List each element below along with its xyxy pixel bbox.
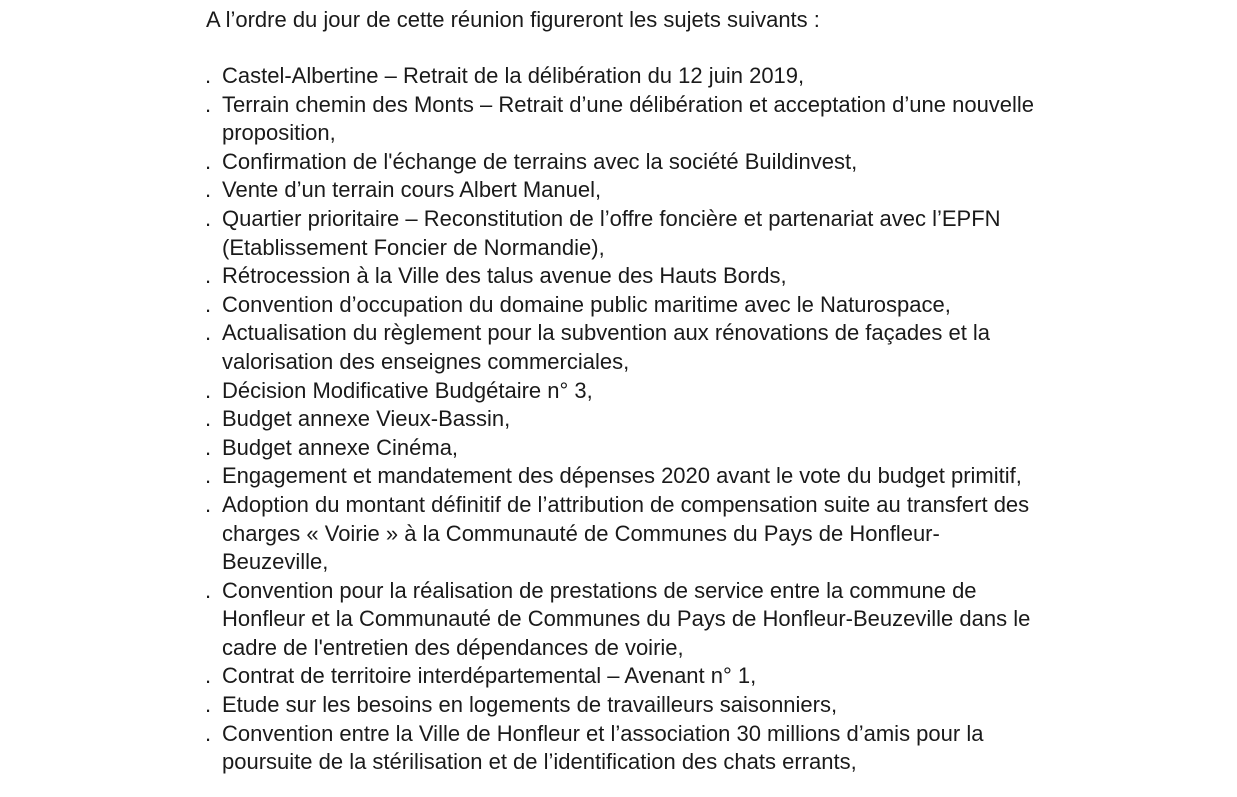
agenda-item	[205, 720, 1205, 777]
agenda-item-text-line: proposition,	[222, 120, 336, 146]
agenda-item-text-line: Castel-Albertine – Retrait de la délibération du 12 juin 2019,	[222, 63, 805, 88]
agenda-item	[205, 148, 1205, 177]
agenda-item	[205, 462, 1205, 491]
agenda-item	[205, 91, 1205, 148]
agenda-item-text-line: Budget annexe Vieux-Bassin,	[222, 406, 511, 432]
agenda-item	[205, 176, 1205, 205]
agenda-item-text-line: Quartier prioritaire – Reconstitution de l’offre foncière et partenariat avec l’EPFN	[222, 205, 1001, 231]
agenda-item	[205, 491, 1205, 577]
agenda-item	[205, 319, 1205, 376]
agenda-item-text-line: Convention entre la Ville de Honfleur et l’association 30 millions d’amis pour la	[222, 720, 984, 746]
agenda-item-text-line: Convention pour la réalisation de prestations de service entre la commune de	[222, 577, 977, 603]
agenda-item-text-line: Engagement et mandatement des dépenses 2020 avant le vote du budget primitif,	[222, 463, 1022, 489]
bullet-marker: .	[205, 63, 212, 88]
bullet-marker: .	[205, 377, 212, 403]
bullet-marker: .	[205, 491, 212, 517]
agenda-item-text-line: charges « Voirie » à la Communauté de Communes du Pays de Honfleur-	[222, 520, 940, 546]
agenda-item-text-line: Terrain chemin des Monts – Retrait d’une délibération et acceptation d’une nouvelle	[222, 91, 1035, 117]
agenda-item-text-line: Adoption du montant définitif de l’attribution de compensation suite au transfert des	[222, 491, 1030, 517]
bullet-marker: .	[205, 148, 212, 174]
agenda-item-text-line: Honfleur et la Communauté de Communes du Pays de Honfleur-Beuzeville dans le	[222, 606, 1031, 632]
agenda-list	[205, 62, 1205, 777]
agenda-item-text-line: Confirmation de l'échange de terrains avec la société Buildinvest,	[222, 148, 858, 174]
bullet-marker: .	[205, 263, 212, 289]
agenda-item	[205, 434, 1205, 463]
bullet-marker: .	[205, 434, 212, 460]
bullet-marker: .	[205, 692, 212, 718]
agenda-item	[205, 691, 1205, 720]
agenda-item-text-line: Beuzeville,	[222, 549, 329, 575]
agenda-item-text-line: Convention d’occupation du domaine public maritime avec le Naturospace,	[222, 291, 951, 317]
agenda-item-text-line: Actualisation du règlement pour la subvention aux rénovations de façades et la	[222, 320, 991, 346]
agenda-item	[205, 577, 1205, 663]
agenda-item-text-line: Rétrocession à la Ville des talus avenue des Hauts Bords,	[222, 263, 787, 289]
bullet-marker: .	[205, 177, 212, 203]
bullet-marker: .	[205, 320, 212, 346]
bullet-marker: .	[205, 406, 212, 432]
bullet-marker: .	[205, 577, 212, 603]
bullet-marker: .	[205, 205, 212, 231]
agenda-item-text-line: poursuite de la stérilisation et de l’identification des chats errants,	[222, 749, 857, 775]
agenda-item-text-line: valorisation des enseignes commerciales,	[222, 348, 630, 374]
agenda-item	[205, 662, 1205, 691]
bullet-marker: .	[205, 663, 212, 689]
bullet-marker: .	[205, 720, 212, 746]
agenda-item-text-line: Vente d’un terrain cours Albert Manuel,	[222, 177, 602, 203]
agenda-item	[205, 405, 1205, 434]
agenda-item-text-line: (Etablissement Foncier de Normandie),	[222, 234, 605, 260]
agenda-item-text-line: Contrat de territoire interdépartemental – Avenant n° 1,	[222, 663, 757, 689]
bullet-marker: .	[205, 463, 212, 489]
agenda-item	[205, 262, 1205, 291]
agenda-item	[205, 205, 1205, 262]
agenda-item-text-line: Etude sur les besoins en logements de travailleurs saisonniers,	[222, 692, 838, 718]
agenda-intro: A l’ordre du jour de cette réunion figureront les sujets suivants :	[206, 7, 820, 32]
agenda-item-text-line: Budget annexe Cinéma,	[222, 434, 459, 460]
agenda-item	[205, 377, 1205, 406]
bullet-marker: .	[205, 91, 212, 117]
bullet-marker: .	[205, 291, 212, 317]
agenda-item-text-line: cadre de l'entretien des dépendances de voirie,	[222, 634, 684, 660]
agenda-item-text-line: Décision Modificative Budgétaire n° 3,	[222, 377, 593, 403]
agenda-item	[205, 62, 1205, 91]
agenda-item	[205, 291, 1205, 320]
